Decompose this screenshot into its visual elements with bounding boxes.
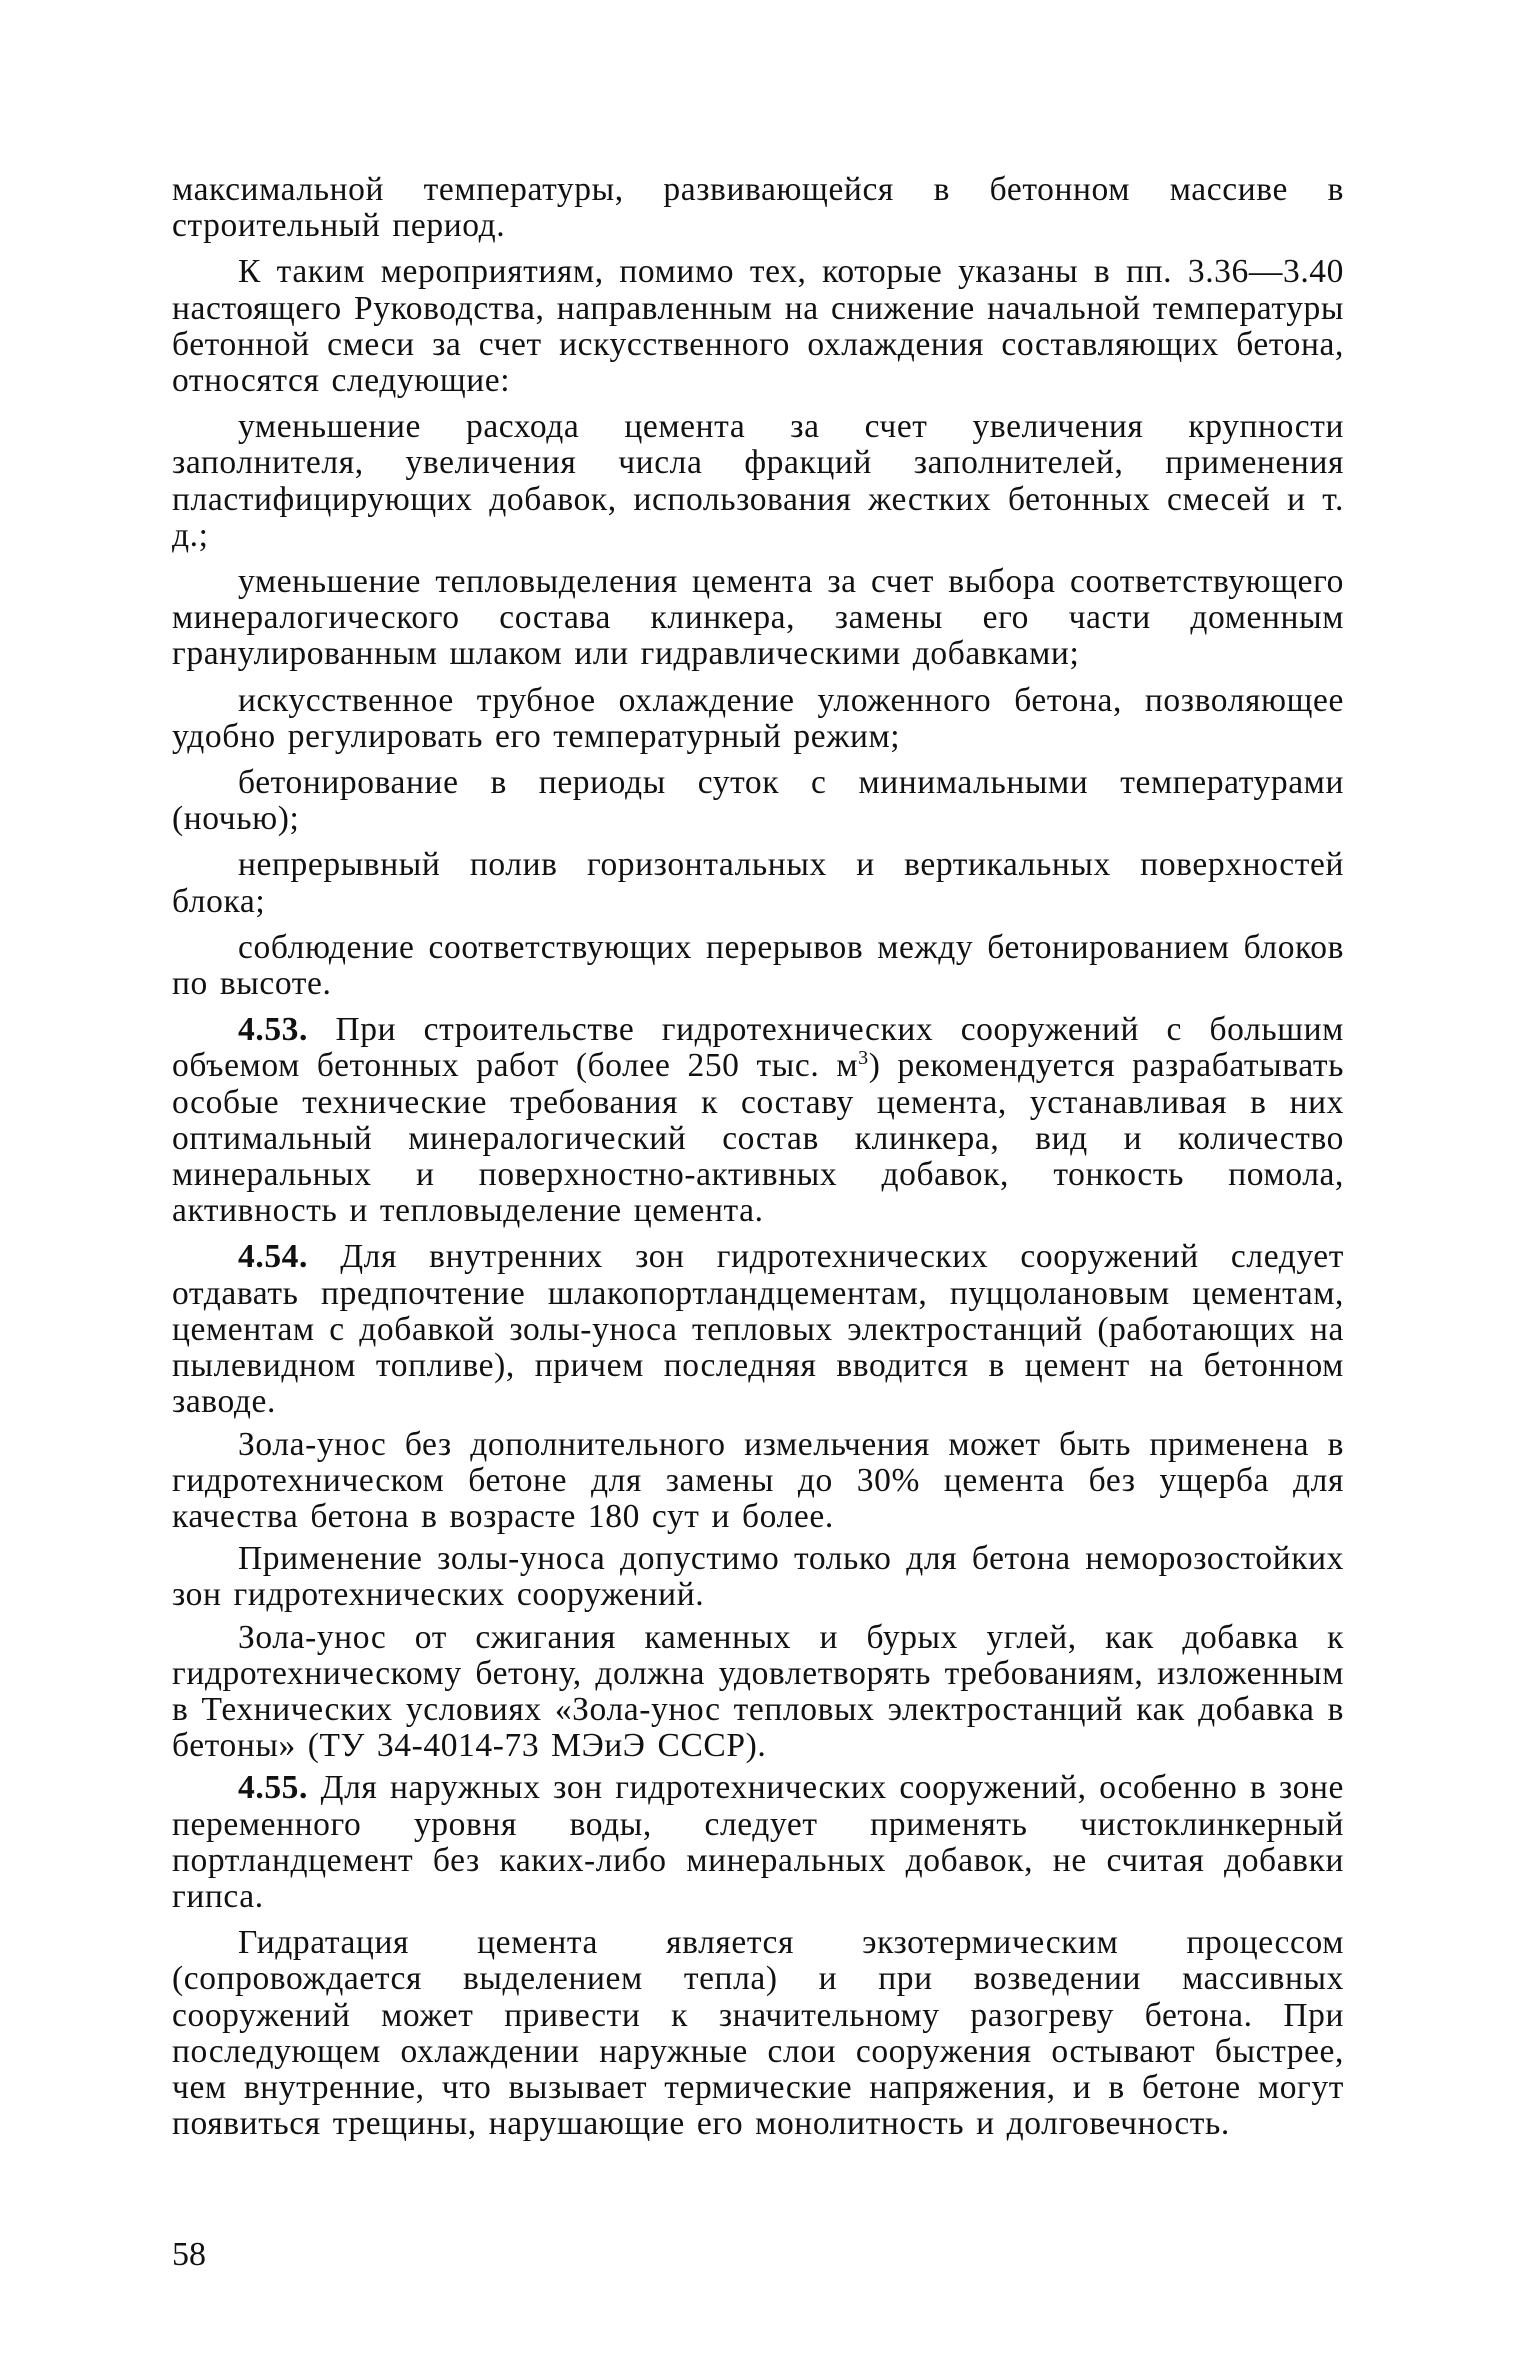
paragraph-measures-intro: К таким мероприятиям, помимо тех, которые указаны в пп. 3.36—3.40 настоящего Руководства, направленным на снижение начальной температуры бетонной смеси за счет искусственного охлаждения составляющих бетона, относятся следующие: (172, 253, 1344, 400)
paragraph-fly-ash-usage: Применение золы-уноса допустимо только для бетона неморозостойких зон гидротехнических сооружений. (172, 1540, 1344, 1614)
section-4-54 (172, 1239, 1344, 1420)
list-item-watering: непрерывный полив горизонтальных и вертикальных поверхностей блока; (172, 846, 1344, 920)
section-text: Для внутренних зон гидротехнических сооружений следует отдавать предпочтение шлакопортландцементам, пуццолановым цементам, цементам с добавкой золы-уноса тепловых электростанций (работающих на пылевидном топливе), причем последняя вводится в цемент на бетонном заводе. (172, 1238, 1344, 1421)
paragraph-fly-ash-replacement: Зола-унос без дополнительного измельчения может быть применена в гидротехническом бетоне для замены до 30% цемента без ущерба для качества бетона в возрасте 180 сут и более. (172, 1425, 1344, 1535)
section-number: 4.53. (238, 1011, 308, 1049)
paragraph-fly-ash-requirements: Зола-унос от сжигания каменных и бурых углей, как добавка к гидротехническому бетону, должна удовлетворять требованиям, изложенным в Технических условиях «Зола-унос тепловых электростанций как добавка в бетоны» (ТУ 34-4014-73 МЭиЭ СССР). (172, 1618, 1344, 1765)
superscript: 3 (858, 1047, 869, 1070)
section-text: При строительстве гидротехнических сооружений с большим объемом бетонных работ (более 250 тыс. м (172, 1011, 1344, 1085)
list-item-cement-reduction: уменьшение расхода цемента за счет увеличения крупности заполнителя, увеличения числа фракций заполнителей, применения пластифицирующих добавок, использования жестких бетонных смесей и т. д.; (172, 408, 1344, 554)
paragraph-continuation: максимальной температуры, развивающейся в бетонном массиве в строительный период. (172, 171, 1344, 245)
page-number: 58 (172, 2236, 206, 2273)
section-text: Для наружных зон гидротехнических сооружений, особенно в зоне переменного уровня воды, следует применять чистоклинкерный портландцемент без каких-либо минеральных добавок, не считая добавки гипса. (172, 1769, 1344, 1915)
list-item-pipe-cooling: искусственное трубное охлаждение уложенного бетона, позволяющее удобно регулировать его температурный режим; (172, 681, 1344, 755)
list-item-heat-reduction: уменьшение тепловыделения цемента за счет выбора соответствующего минералогического состава клинкера, замены его части доменным гранулированным шлаком или гидравлическими добавками; (172, 563, 1344, 673)
list-item-breaks: соблюдение соответствующих перерывов между бетонированием блоков по высоте. (172, 928, 1344, 1003)
section-text-continued: ) рекомендуется разрабатывать особые технические требования к составу цемента, устанавливая в них оптимальный минералогический состав клинкера, вид и количество минеральных и поверхностно-активных добавок, тонкость помола, активность и тепловыделение цемента. (172, 1047, 1344, 1230)
paragraph-hydration: Гидратация цемента является экзотермическим процессом (сопровождается выделением тепла) и при возведении массивных сооружений может привести к значительному разогреву бетона. При последующем охлаждении наружные слои сооружения остывают быстрее, чем внутренние, что вызывает термические напряжения, и в бетоне могут появиться трещины, нарушающие его монолитность и долговечность. (172, 1924, 1344, 2143)
section-4-53 (172, 1012, 1344, 1229)
section-number: 4.55. (238, 1769, 308, 1807)
section-number: 4.54. (238, 1238, 308, 1276)
section-4-55 (172, 1770, 1344, 1915)
list-item-night-concreting: бетонирование в периоды суток с минимальными температурами (ночью); (172, 764, 1344, 838)
page-body (172, 172, 1344, 2152)
